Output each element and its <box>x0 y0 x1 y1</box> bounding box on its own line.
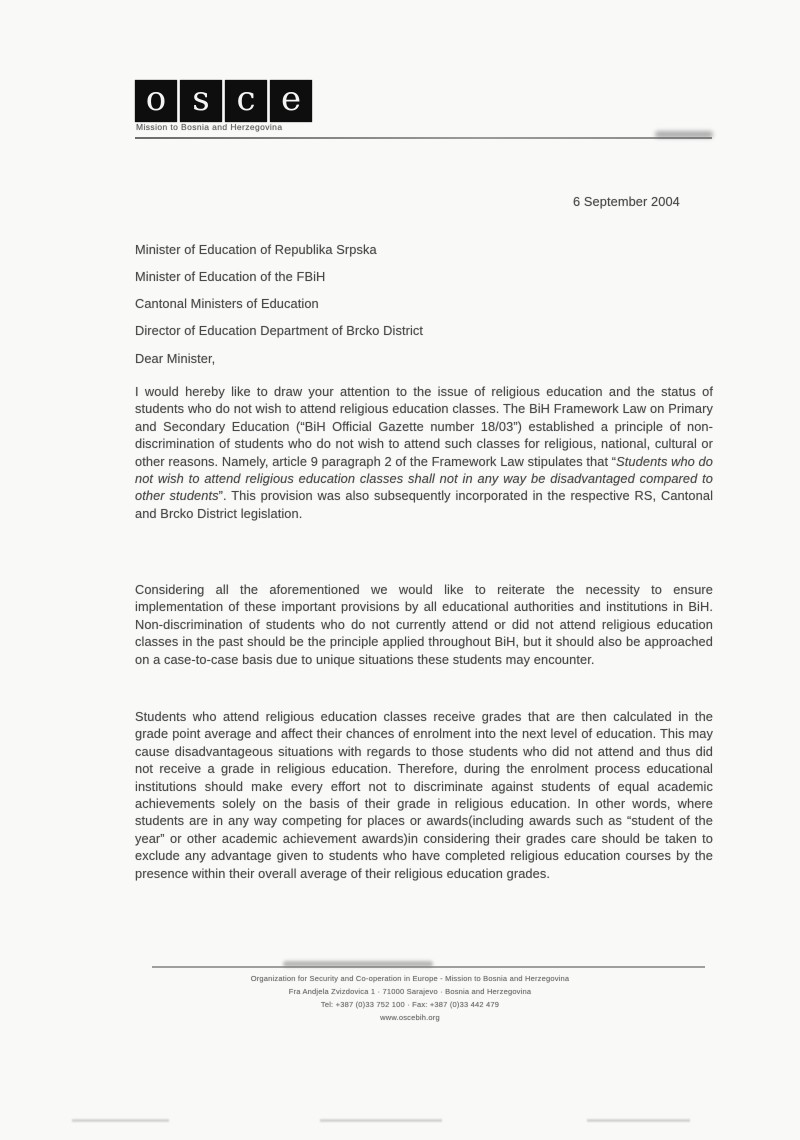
paragraph-1-closing: ”. This provision was also subsequently incorporated in the respective RS, Cantonal and Brcko District legislation. <box>135 488 714 521</box>
footer-phone-line: Tel: +387 (0)33 752 100 · Fax: +387 (0)33 442 479 <box>320 1000 500 1009</box>
scan-artifact <box>72 1119 169 1122</box>
letter-date: 6 September 2004 <box>573 194 680 209</box>
letterhead-rule <box>135 137 712 139</box>
osce-logo-letter-c: c <box>225 80 267 122</box>
osce-logo-letter-e: e <box>270 80 312 122</box>
letterhead-smudge <box>655 131 713 138</box>
recipient-line: Minister of Education of Republika Srpska <box>135 242 377 257</box>
recipient-line: Director of Education Department of Brcko District <box>135 323 424 338</box>
paragraph-1-quote: Students who do not wish to attend religious education classes shall not in any way be disadvantaged compared to other students <box>135 453 713 504</box>
osce-logo <box>135 80 312 122</box>
footer-website: www.oscebih.org <box>380 1013 440 1022</box>
osce-logo-letter-s: s <box>180 80 222 122</box>
recipient-list <box>135 236 423 344</box>
paragraph-3: Students who attend religious education classes receive grades that are then calculated in the grade point average and affect their chances of enrolment into the next level of education. This may cause disadvantageous situations with regards to those students who did not attend and thus did not receive a grade in religious education. Therefore, during the enrolment process educational institutions should make every effort not to discriminate against students of equal academic achievements solely on the basis of their grade in religious education. In other words, where students are in any way competing for places or awards(including awards such as “student of the year” or other academic achievement awards)in considering their grades care should be taken to exclude any advantage given to students who have completed religious education courses by the presence within their overall average of their religious education grades. <box>135 709 713 881</box>
footer <box>110 972 710 1024</box>
footer-smudge <box>283 961 433 967</box>
scan-artifact <box>587 1119 690 1122</box>
salutation: Dear Minister, <box>135 351 216 366</box>
paragraph-1-text: I would hereby like to draw your attention to the issue of religious education and the status of students who do not wish to attend religious education classes. The BiH Framework Law on Primary and Secondary Education (“BiH Official Gazette number 18/03”) established a principle of non-discrimination of students who do not wish to attend such classes for religious, national, cultural or other reasons. Namely, article 9 paragraph 2 of the Framework Law stipulates that “ <box>135 384 713 469</box>
mission-subtitle: Mission to Bosnia and Herzegovina <box>136 122 283 132</box>
recipient-line: Cantonal Ministers of Education <box>135 296 319 311</box>
scan-artifact <box>320 1119 442 1122</box>
recipient-line: Minister of Education of the FBiH <box>135 269 326 284</box>
paragraph-2: Considering all the aforementioned we would like to reiterate the necessity to ensure implementation of these important provisions by all educational authorities and institutions in BiH. Non-discrimination of students who do not currently attend or did not attend religious education classes in the past should be the principle applied throughout BiH, but it should also be approached on a case-to-case basis due to unique situations these students may encounter. <box>135 582 713 667</box>
osce-logo-letter-o: o <box>135 80 177 122</box>
paragraph-1 <box>135 383 713 522</box>
footer-address-line: Fra Andjela Zvizdovica 1 · 71000 Sarajevo · Bosnia and Herzegovina <box>288 987 532 996</box>
footer-org-line: Organization for Security and Co-operation in Europe - Mission to Bosnia and Herzegovina <box>250 974 570 983</box>
